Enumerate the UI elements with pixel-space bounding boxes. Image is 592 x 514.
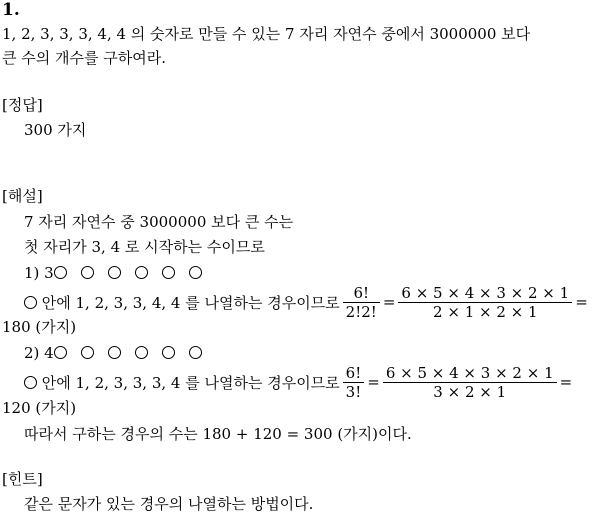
blank-circle: [108, 266, 121, 279]
problem-number: 1.: [2, 0, 20, 20]
blank-circle: [54, 266, 67, 279]
blank-circle: [162, 266, 175, 279]
blank-circle: [189, 346, 202, 359]
case1-frac2-numerator: 6 × 5 × 4 × 3 × 2 × 1: [398, 284, 572, 303]
case1-label: 1) 3: [24, 264, 54, 282]
case1-header: [24, 263, 202, 283]
problem-text-line1: 1, 2, 3, 3, 3, 4, 4 의 숫자로 만들 수 있는 7 자리 자연수 중에서 3000000 보다: [2, 25, 531, 43]
answer-heading: [정답]: [2, 96, 43, 114]
case1-frac1-numerator: 6!: [343, 284, 380, 303]
explanation-line1: 7 자리 자연수 중 3000000 보다 큰 수는: [24, 213, 294, 231]
blank-circle: [135, 346, 148, 359]
case1-fraction2: [398, 284, 572, 321]
equals-sign: =: [559, 373, 573, 391]
case1-equation: [24, 282, 591, 322]
blank-circle: [24, 376, 37, 389]
blank-circle: [24, 296, 37, 309]
case2-text-wrap: [24, 372, 340, 393]
blank-circle: [54, 346, 67, 359]
blank-circle: [135, 266, 148, 279]
case2-equation: [24, 362, 575, 402]
equals-sign: =: [367, 373, 380, 391]
case2-text: 안에 1, 2, 3, 3, 3, 4 를 나열하는 경우이므로: [37, 373, 340, 392]
explanation-heading: [해설]: [2, 187, 43, 205]
case2-frac2-denominator: 3 × 2 × 1: [433, 382, 507, 401]
blank-circle: [108, 346, 121, 359]
case2-fraction2: [383, 364, 557, 401]
case2-frac1-denominator: 3!: [345, 382, 362, 401]
equals-sign: =: [382, 293, 396, 311]
answer-value: 300 가지: [24, 121, 87, 139]
case1-text: 안에 1, 2, 3, 3, 4, 4 를 나열하는 경우이므로: [37, 293, 340, 312]
problem-text-line2: 큰 수의 개수를 구하여라.: [2, 49, 166, 67]
blank-circle: [81, 266, 94, 279]
case2-frac2-numerator: 6 × 5 × 4 × 3 × 2 × 1: [383, 364, 557, 383]
equals-sign: =: [575, 293, 588, 311]
case2-frac1-numerator: 6!: [343, 364, 365, 383]
case1-text-wrap: [24, 292, 340, 313]
conclusion: 따라서 구하는 경우의 수는 180 + 120 = 300 (가지)이다.: [24, 425, 412, 443]
case2-result: 120 (가지): [2, 399, 77, 417]
case1-fraction1: [343, 284, 380, 321]
case1-result: 180 (가지): [2, 318, 77, 336]
case2-header: [24, 343, 202, 363]
blank-circle: [81, 346, 94, 359]
case2-label: 2) 4: [24, 344, 54, 362]
hint-text: 같은 문자가 있는 경우의 나열하는 방법이다.: [24, 495, 314, 513]
case1-frac1-denominator: 2!2!: [345, 302, 377, 321]
case1-frac2-denominator: 2 × 1 × 2 × 1: [433, 302, 538, 321]
hint-heading: [힌트]: [2, 470, 43, 488]
blank-circle: [162, 346, 175, 359]
explanation-line2: 첫 자리가 3, 4 로 시작하는 수이므로: [24, 238, 265, 256]
blank-circle: [189, 266, 202, 279]
case2-fraction1: [343, 364, 365, 401]
